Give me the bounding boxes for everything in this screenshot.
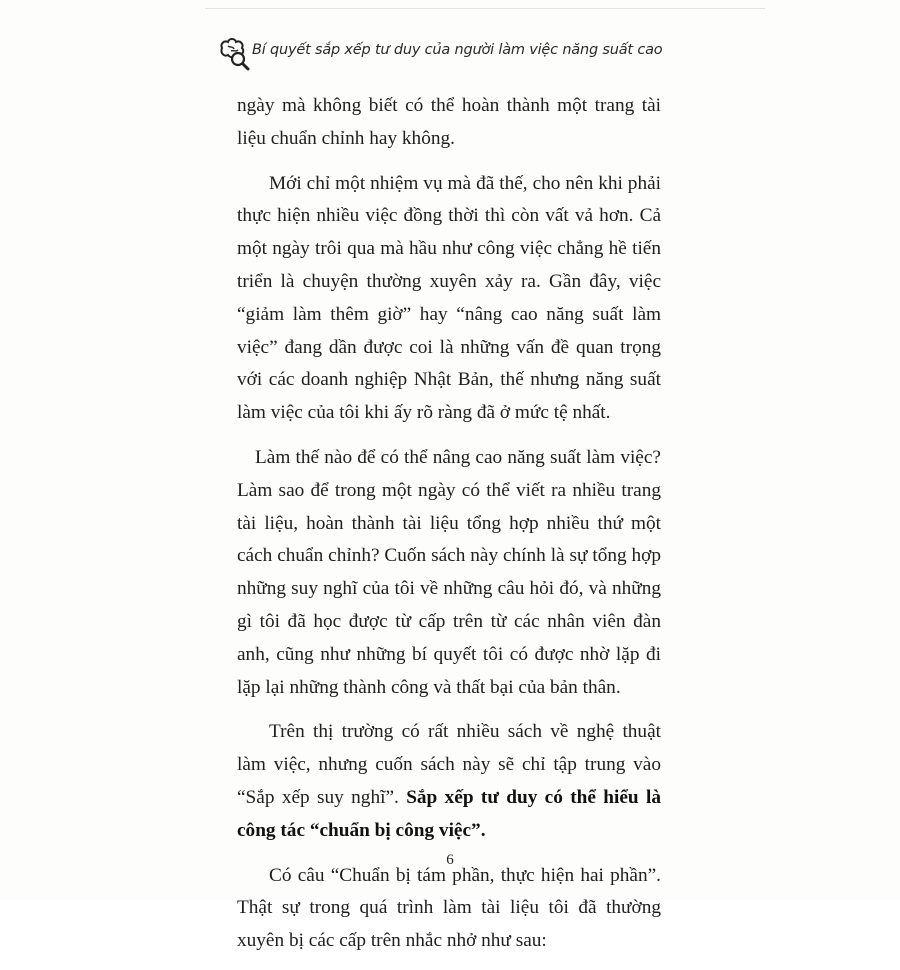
page-number: 6 xyxy=(446,852,454,868)
bold-statement: Sắp xếp tư duy có thể hiểu là công tác “chuẩn bị công việc”. xyxy=(237,786,662,841)
header-title: Bí quyết sắp xếp tư duy của người làm việc năng suất cao xyxy=(252,42,663,58)
paragraph xyxy=(237,716,661,847)
magnifier-brain-icon xyxy=(214,34,254,74)
paragraph: Làm thế nào để có thể nâng cao năng suất làm việc? Làm sao để trong một ngày có thể viết ra nhiều trang tài liệu, hoàn thành tài liệu tổng hợp nhiều thứ một cách chuẩn chỉnh? Cuốn sách này chính là sự tổng hợp những suy nghĩ của tôi về những câu hỏi đó, và những gì tôi đã học được từ cấp trên từ các nhân viên đàn anh, cũng như những bí quyết tôi có được nhờ lặp đi lặp lại những thành công và thất bại của bản thân. xyxy=(237,446,661,698)
page-edge xyxy=(205,0,765,9)
body-text xyxy=(237,90,661,970)
paragraph-text: Trên thị trường có rất nhiều sách về nghệ thuật làm việc, nhưng cuốn sách này sẽ chỉ tập trung vào “Sắp xếp suy nghĩ”. xyxy=(237,721,661,808)
paragraph: ngày mà không biết có thể hoàn thành một trang tài liệu chuẩn chỉnh hay không. xyxy=(237,95,661,149)
running-header xyxy=(214,34,774,74)
paragraph: Có câu “Chuẩn bị tám phần, thực hiện hai phần”. Thật sự trong quá trình làm tài liệu tôi đã thường xuyên bị các cấp trên nhắc nhở như sau: xyxy=(237,864,661,952)
paragraph: Mới chỉ một nhiệm vụ mà đã thế, cho nên khi phải thực hiện nhiều việc đồng thời thì còn vất vả hơn. Cả một ngày trôi qua mà hầu như công việc chẳng hề tiến triển là chuyện thường xuyên xảy ra. Gần đây, việc “giảm làm thêm giờ” hay “nâng cao năng suất làm việc” đang dần được coi là những vấn đề quan trọng với các doanh nghiệp Nhật Bản, thế nhưng năng suất làm việc của tôi khi ấy rõ ràng đã ở mức tệ nhất. xyxy=(237,172,661,424)
